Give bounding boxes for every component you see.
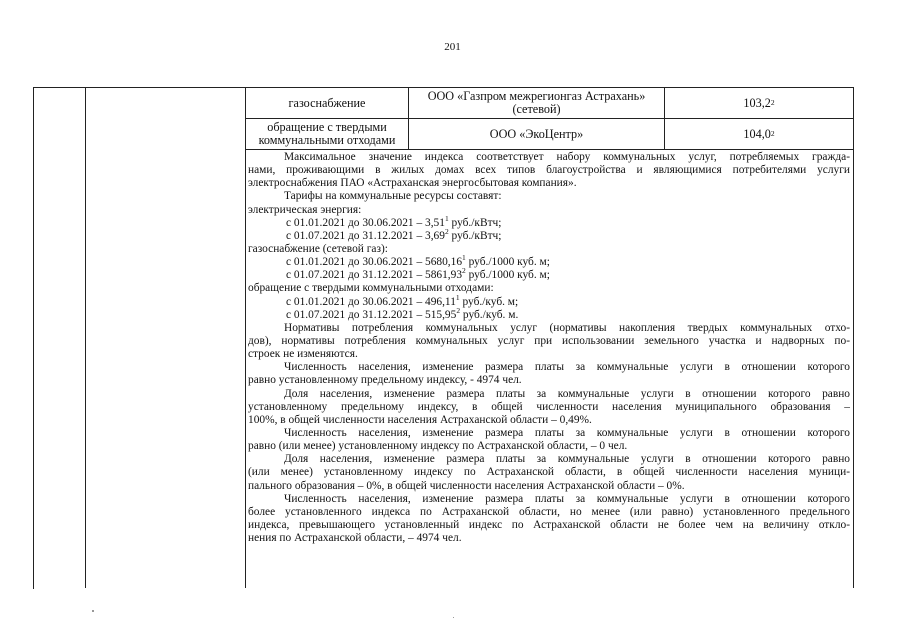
provider-waste-name: ООО «ЭкоЦентр»: [489, 126, 584, 141]
tariff-line: [248, 266, 850, 282]
index-value-gas: 103,2: [743, 95, 771, 110]
footnote-mark: 2: [456, 305, 461, 315]
tariff-line: [248, 253, 850, 269]
text-line: пального образования – 0%, в общей численности населения Астраханской области – 0%.: [248, 479, 685, 492]
text-line: равно установленному предельному индексу, - 4974 чел.: [248, 374, 522, 387]
text-line: дов), нормативы потребления коммунальных услуг при использовании земельного участка и надворных по-: [248, 334, 850, 347]
table-right-border: [853, 87, 854, 588]
tariff-unit: руб./кВтч;: [448, 216, 502, 229]
text-line: 100%, в общей численности населения Астраханской области – 0,49%.: [248, 413, 592, 426]
text-line: Тарифы на коммунальные ресурсы составят:: [284, 190, 502, 203]
scan-speck: [453, 617, 454, 618]
text-line: обращение с твердыми коммунальными отходами:: [248, 282, 494, 295]
footnote-mark: 1: [444, 213, 449, 223]
text-line: Доля населения, изменение размера платы за коммунальные услуги в отношении которого равно: [284, 453, 850, 466]
page-number: 201: [444, 41, 461, 53]
footnote-mark: 1: [455, 292, 460, 302]
provider-cell: [409, 88, 664, 118]
footnote-mark: 2: [444, 226, 449, 236]
text-line: индекса, превышающего установленный индекс по Астраханской области не более чем на величину откло-: [248, 518, 850, 531]
tariff-unit: руб./1000 куб. м;: [465, 256, 550, 269]
text-line: равно (или менее) установленному индексу по Астраханской области, – 0 чел.: [248, 440, 628, 453]
provider-gas-type: (сетевой): [512, 102, 561, 116]
text-line: Численность населения, изменение размера платы за коммунальные услуги в отношении которого: [284, 492, 850, 505]
text-line: Численность населения, изменение размера платы за коммунальные услуги в отношении которого: [284, 361, 850, 374]
text-line: нами, проживающими в жилых домах всех типов благоустройства и являющимися потребителями услуги: [248, 164, 850, 177]
text-line: строек не изменяются.: [248, 348, 358, 361]
text-line: более установленного индекса по Астраханской области, но менее (или равно) установленного предельного: [248, 505, 850, 518]
service-gas: газоснабжение: [288, 95, 366, 110]
service-waste-line2: коммунальными отходами: [258, 133, 396, 147]
text-line: Нормативы потребления коммунальных услуг (нормативы накопления твердых коммунальных отхо-: [284, 321, 850, 334]
text-line: (или менее) установленному индексу по Астраханской области, в общей численности населения муници-: [248, 466, 850, 479]
text-line: установленному предельному индексу, в общей численности населения муниципального образования –: [248, 400, 850, 413]
service-waste-line1: обращение с твердыми: [267, 120, 387, 134]
provider-cell: [409, 119, 664, 149]
tariff-line: [248, 292, 850, 309]
column-divider: [85, 87, 86, 588]
row-divider: [245, 149, 853, 150]
tariff-text: с 01.07.2021 до 31.12.2021 – 515,95: [286, 308, 457, 321]
text-line: Максимальное значение индекса соответствует набору коммунальных услуг, потребляемых гражда-: [284, 151, 850, 163]
tariff-text: с 01.01.2021 до 30.06.2021 – 3,51: [286, 216, 445, 229]
scan-speck: [92, 610, 94, 612]
text-line: нения по Астраханской области, – 4974 чел.: [248, 532, 462, 545]
tariff-text: с 01.07.2021 до 31.12.2021 – 3,69: [286, 229, 445, 242]
tariff-unit: руб./куб. м;: [459, 295, 519, 308]
tariff-text: с 01.01.2021 до 30.06.2021 – 496,11: [286, 295, 456, 308]
text-line: электрическая энергия:: [248, 203, 362, 216]
tariff-line: [248, 213, 850, 230]
table-row: [246, 119, 408, 149]
text-line: электроснабжения ПАО «Астраханская энергосбытовая компания».: [248, 177, 577, 190]
index-cell: 103,2 2: [743, 95, 775, 110]
index-value-waste: 104,0: [743, 126, 771, 141]
tariff-line: [248, 226, 850, 243]
text-line: газоснабжение (сетевой газ):: [248, 242, 388, 255]
index-cell: 104,0 2: [743, 126, 775, 141]
tariff-unit: руб./1000 куб. м;: [465, 269, 550, 282]
text-line: Доля населения, изменение размера платы за коммунальные услуги в отношении которого равно: [284, 387, 850, 400]
tariff-unit: руб./куб. м.: [460, 308, 519, 321]
tariff-line: [248, 305, 850, 322]
text-line: Численность населения, изменение размера платы за коммунальные услуги в отношении которого: [284, 426, 850, 439]
column-divider: [245, 87, 246, 588]
provider-gas-name: ООО «Газпром межрегионгаз Астрахань»: [427, 89, 646, 103]
footnote-mark: 1: [462, 253, 466, 263]
tariff-text: с 01.07.2021 до 31.12.2021 – 5861,93: [286, 269, 463, 282]
tariff-text: с 01.01.2021 до 30.06.2021 – 5680,16: [286, 256, 463, 269]
footnote-mark: 2: [462, 266, 466, 276]
table-row: [246, 88, 408, 118]
tariff-unit: руб./кВтч;: [448, 229, 502, 242]
explanatory-text: [248, 151, 850, 545]
